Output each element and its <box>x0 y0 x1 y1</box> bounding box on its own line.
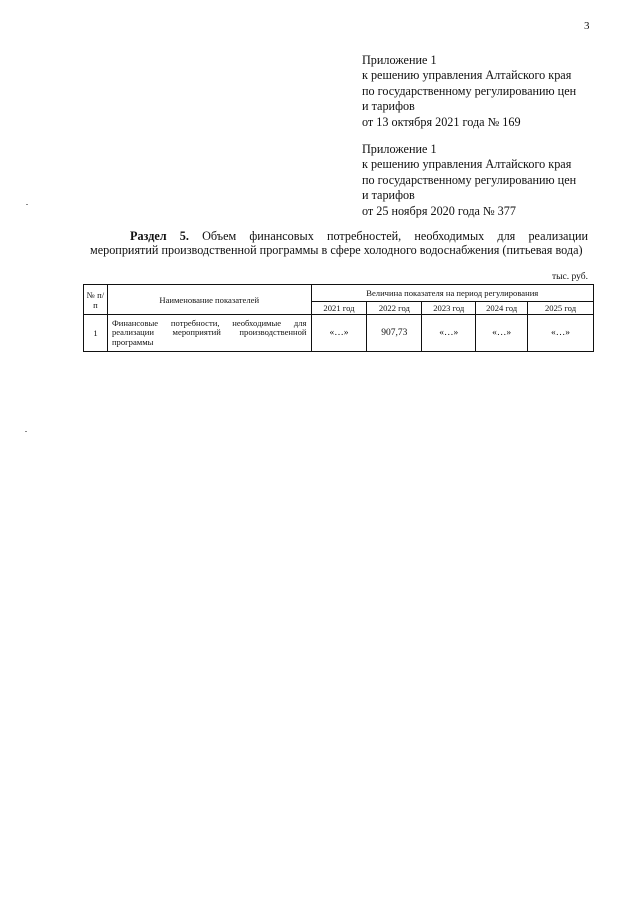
appendix-title: Приложение 1 <box>362 142 437 156</box>
units-label: тыс. руб. <box>552 272 588 282</box>
appendix-title: Приложение 1 <box>362 53 437 67</box>
appendix-line: к решению управления Алтайского края <box>362 157 572 172</box>
appendix-block-current <box>362 53 576 130</box>
header-year: 2021 год <box>311 302 367 315</box>
header-period: Величина показателя на период регулирования <box>311 285 593 302</box>
header-year: 2024 год <box>476 302 528 315</box>
financial-needs-table <box>83 284 594 352</box>
section-label: Раздел 5. <box>130 229 189 243</box>
appendix-date: от 13 октября 2021 года № 169 <box>362 114 521 129</box>
header-year: 2025 год <box>528 302 594 315</box>
row-value: «…» <box>528 315 594 352</box>
row-number: 1 <box>84 315 108 352</box>
page-number: 3 <box>584 20 590 32</box>
row-value: «…» <box>476 315 528 352</box>
appendix-line: к решению управления Алтайского края <box>362 68 572 83</box>
header-year: 2022 год <box>367 302 422 315</box>
row-value: 907,73 <box>367 315 422 352</box>
appendix-date: от 25 ноября 2020 года № 377 <box>362 203 516 218</box>
table-row <box>84 315 594 352</box>
scan-speck <box>25 431 27 432</box>
header-name: Наименование показателей <box>107 285 311 315</box>
row-value: «…» <box>422 315 476 352</box>
appendix-line: по государственному регулированию цен <box>362 172 577 187</box>
row-name: Финансовые потребности, необходимые для реализации мероприятий производственной программы <box>107 315 311 352</box>
appendix-line: и тарифов <box>362 99 415 114</box>
appendix-line: и тарифов <box>362 188 415 203</box>
scan-speck <box>26 204 28 205</box>
row-value: «…» <box>311 315 367 352</box>
appendix-line: по государственному регулированию цен <box>362 83 577 98</box>
header-number: № п/п <box>84 285 108 315</box>
appendix-block-original <box>362 142 576 219</box>
section-title: Объем финансовых потребностей, необходимых для реализации мероприятий производственной программы в сфере холодного водоснабжения (питьевая вода) <box>90 229 589 257</box>
section-heading <box>90 230 588 257</box>
header-year: 2023 год <box>422 302 476 315</box>
